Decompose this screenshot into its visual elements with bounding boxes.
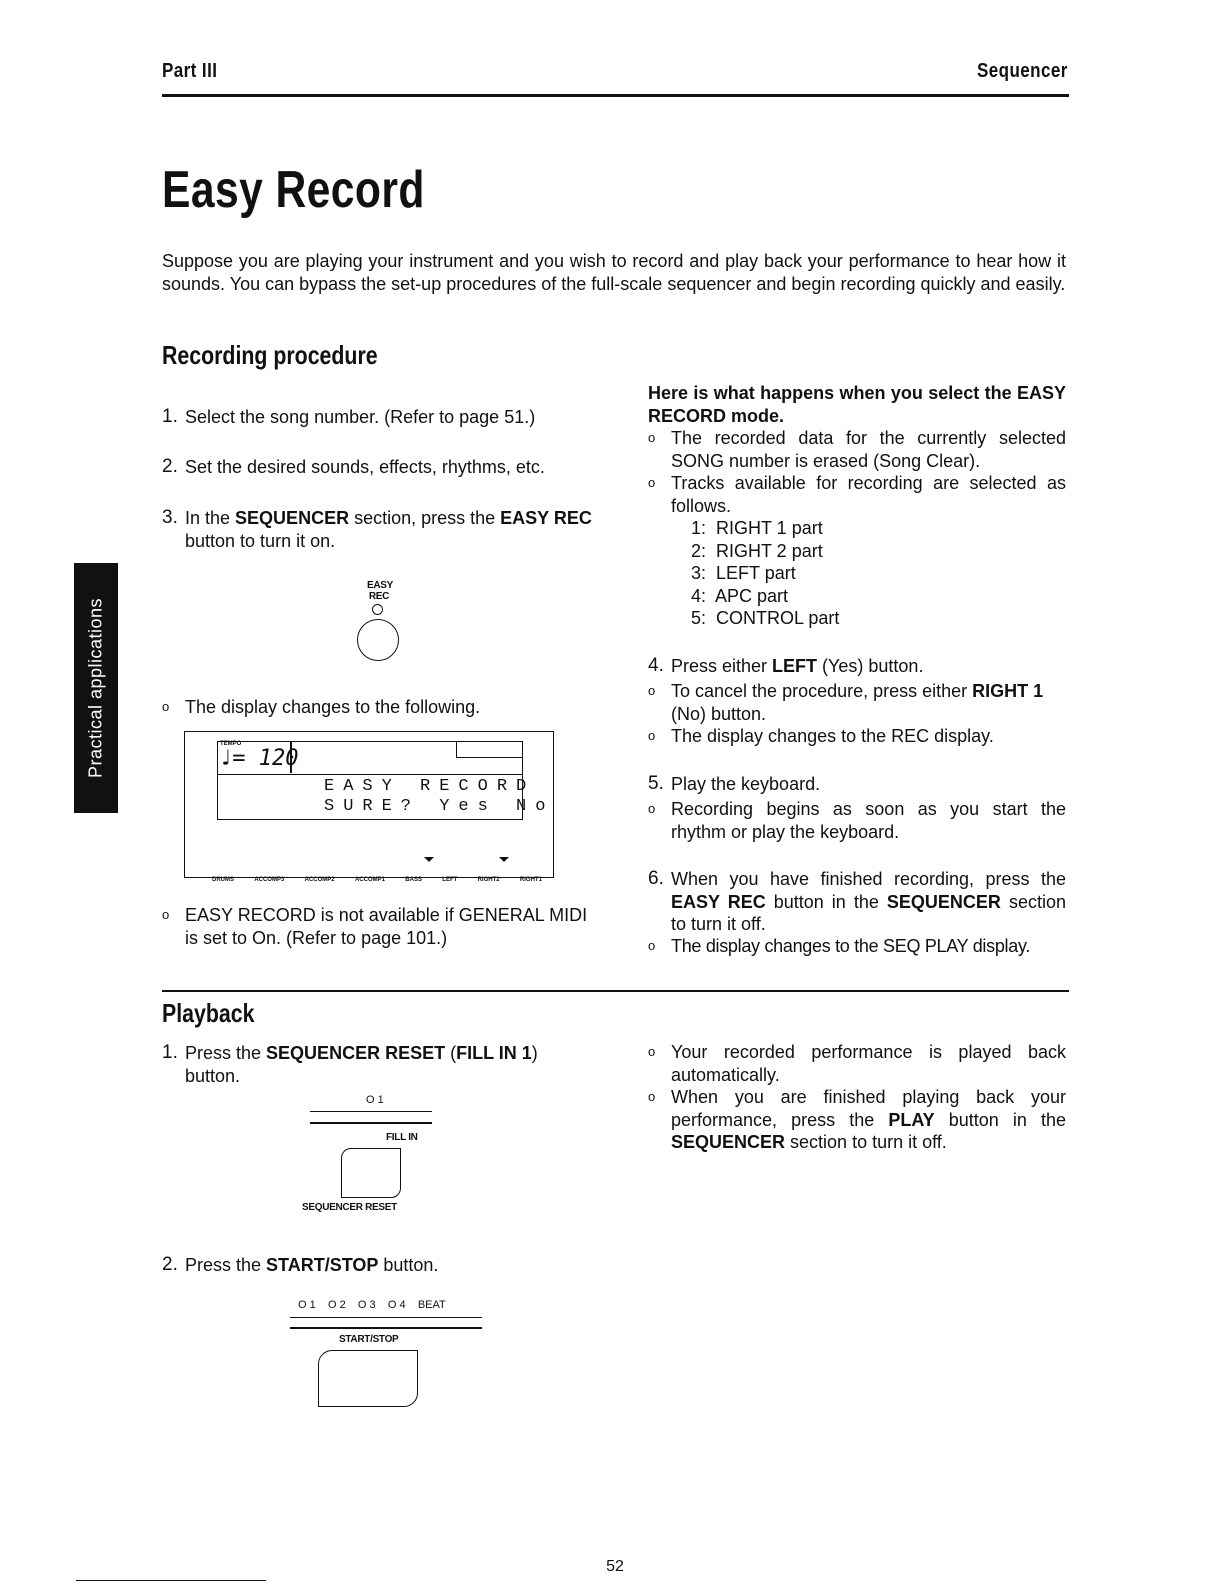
step-text: Press either LEFT (Yes) button.: [671, 656, 924, 676]
fill-rule-2: [310, 1122, 432, 1124]
bullet-text: The recorded data for the currently selected SONG number is erased (Song Clear).: [671, 428, 1066, 471]
track-item: 3: LEFT part: [691, 563, 796, 583]
step4-bullet-2: [648, 725, 1066, 748]
beat-leds: O 1 O 2 O 3 O 4 BEAT: [298, 1299, 446, 1311]
bullet-text: The display changes to the following.: [185, 697, 481, 717]
bullet-text: The display changes to the SEQ PLAY display.: [671, 936, 1031, 956]
header-section: Sequencer: [977, 60, 1068, 82]
start-stop-button[interactable]: [318, 1350, 418, 1407]
step-number: 1.: [162, 406, 178, 427]
playback-step-1: [162, 1042, 592, 1087]
step6-bullet-1: [648, 935, 1066, 958]
header-part: Part III: [162, 60, 218, 82]
bullet-icon: o: [648, 475, 656, 490]
step5-bullet-1: [648, 798, 1066, 843]
easy-rec-label: [367, 580, 394, 602]
bullet-text: EASY RECORD is not available if GENERAL MIDI is set to On. (Refer to page 101.): [185, 905, 588, 948]
lcd-line2: [324, 797, 554, 816]
lcd-arrow-right: [499, 857, 509, 862]
lcd-tempo-value: ♩= 120: [219, 746, 299, 771]
bullet-icon: o: [648, 728, 656, 743]
step-number: 3.: [162, 507, 178, 528]
bullet-icon: o: [648, 801, 656, 816]
step-text: Press the START/STOP button.: [185, 1255, 439, 1275]
step-text: Set the desired sounds, effects, rhythms, etc.: [185, 457, 545, 477]
bullet-icon: o: [648, 1044, 656, 1059]
start-stop-label: START/STOP: [339, 1334, 399, 1345]
lcd-sure: SURE?: [324, 797, 421, 816]
bullet-text: When you are finished playing back your performance, press the PLAY button in the SEQUENCER section to turn it off.: [671, 1087, 1066, 1152]
lcd-part-label: RIGHT1: [519, 877, 542, 883]
lcd-tempo-label: TEMPO: [220, 741, 242, 747]
track-item: 4: APC part: [691, 585, 789, 606]
step-4: [648, 655, 1066, 678]
step-number: 6.: [648, 868, 664, 889]
step-number: 1.: [162, 1042, 178, 1063]
sequencer-reset-label: SEQUENCER RESET: [302, 1202, 397, 1213]
step-text: When you have finished recording, press the EASY REC button in the SEQUENCER section to turn it off.: [671, 869, 1066, 934]
track-list: [691, 517, 839, 630]
fill-in-label: FILL IN: [386, 1132, 418, 1143]
side-tab: [74, 563, 118, 813]
track-item: 5: CONTROL part: [691, 608, 840, 628]
step-1: [162, 406, 592, 429]
section-heading-playback: Playback: [162, 998, 255, 1028]
bullet-icon: o: [162, 907, 170, 922]
lcd-part-label: ACCOMP3: [254, 877, 285, 883]
right-bullet-1: [648, 427, 1066, 472]
bullet-icon: o: [648, 430, 656, 445]
page-number: 52: [606, 1558, 624, 1575]
step-number: 2.: [162, 1254, 178, 1275]
track-item: 1: RIGHT 1 part: [691, 518, 823, 538]
step-6: [648, 868, 1066, 936]
playback-bullet-1: [648, 1041, 1066, 1086]
bullet-text: Recording begins as soon as you start the rhythm or play the keyboard.: [671, 799, 1066, 842]
lcd-bottom-labels: [212, 877, 542, 883]
start-rule-1: [290, 1317, 482, 1318]
step-text: Play the keyboard.: [671, 774, 821, 794]
bullet-text: To cancel the procedure, press either RIGHT 1 (No) button.: [671, 681, 1044, 724]
step4-bullet-1: [648, 680, 1066, 725]
fill-rule-1: [310, 1111, 432, 1112]
sequencer-reset-button[interactable]: [341, 1148, 401, 1198]
lcd-part-label: DRUMS: [212, 877, 234, 883]
bullet-icon: o: [648, 938, 655, 953]
lcd-part-label: LEFT: [442, 877, 458, 883]
bullet-text: Your recorded performance is played back automatically.: [671, 1042, 1066, 1085]
bullet-general-midi: [162, 904, 592, 949]
step-3: [162, 507, 592, 552]
bullet-text: Tracks available for recording are selected as follows.: [671, 473, 1066, 516]
step-number: 4.: [648, 655, 664, 676]
easy-rec-label-line2: REC: [368, 591, 390, 602]
lcd-part-label: ACCOMP1: [354, 877, 385, 883]
bullet-text: The display changes to the REC display.: [671, 726, 994, 746]
playback-step-2: [162, 1254, 592, 1277]
side-tab-label: Practical applications: [85, 597, 106, 779]
step-2: [162, 456, 592, 479]
step-text: Select the song number. (Refer to page 51.): [185, 407, 536, 427]
track-item: 2: RIGHT 2 part: [691, 540, 823, 561]
footer-rule: [76, 1580, 266, 1581]
easy-rec-led: [372, 604, 383, 615]
lcd-part-label: RIGHT2: [477, 877, 500, 883]
step-text: Press the SEQUENCER RESET (FILL IN 1) button.: [185, 1043, 538, 1086]
playback-bullet-2: [648, 1086, 1066, 1154]
bullet-display-changes: [162, 696, 592, 719]
section-divider: [162, 990, 1069, 992]
header-rule: [162, 94, 1069, 97]
page-title: Easy Record: [162, 161, 425, 219]
lcd-no: No: [516, 797, 555, 816]
right-bullet-2: [648, 472, 1066, 517]
right-heading: Here is what happens when you select the EASY RECORD mode.: [648, 383, 1066, 426]
fill-in-led: O 1: [366, 1094, 384, 1106]
lcd-arrow-left: [424, 857, 434, 862]
bullet-icon: o: [648, 1089, 656, 1104]
section-heading-recording: Recording procedure: [162, 340, 378, 370]
lcd-box: [456, 741, 522, 758]
bullet-icon: o: [162, 699, 170, 714]
step-number: 5.: [648, 773, 664, 794]
intro-paragraph: Suppose you are playing your instrument and you wish to record and play back your performance to hear how it sounds. You can bypass the set-up procedures of the full-scale sequencer and begin recording quickly and easily.: [162, 251, 1066, 294]
lcd-yes: Yes: [439, 797, 497, 816]
lcd-part-label: BASS: [405, 877, 422, 883]
easy-rec-label-line1: EASY: [367, 580, 394, 591]
lcd-part-label: ACCOMP2: [304, 877, 335, 883]
step-number: 2.: [162, 456, 178, 477]
step-text: In the SEQUENCER section, press the EASY REC button to turn it on.: [185, 508, 592, 551]
start-rule-2: [290, 1327, 482, 1329]
step-5: [648, 773, 1066, 796]
lcd-line1: EASY RECORD: [324, 777, 536, 796]
easy-rec-button[interactable]: [357, 619, 399, 661]
bullet-icon: o: [648, 683, 656, 698]
